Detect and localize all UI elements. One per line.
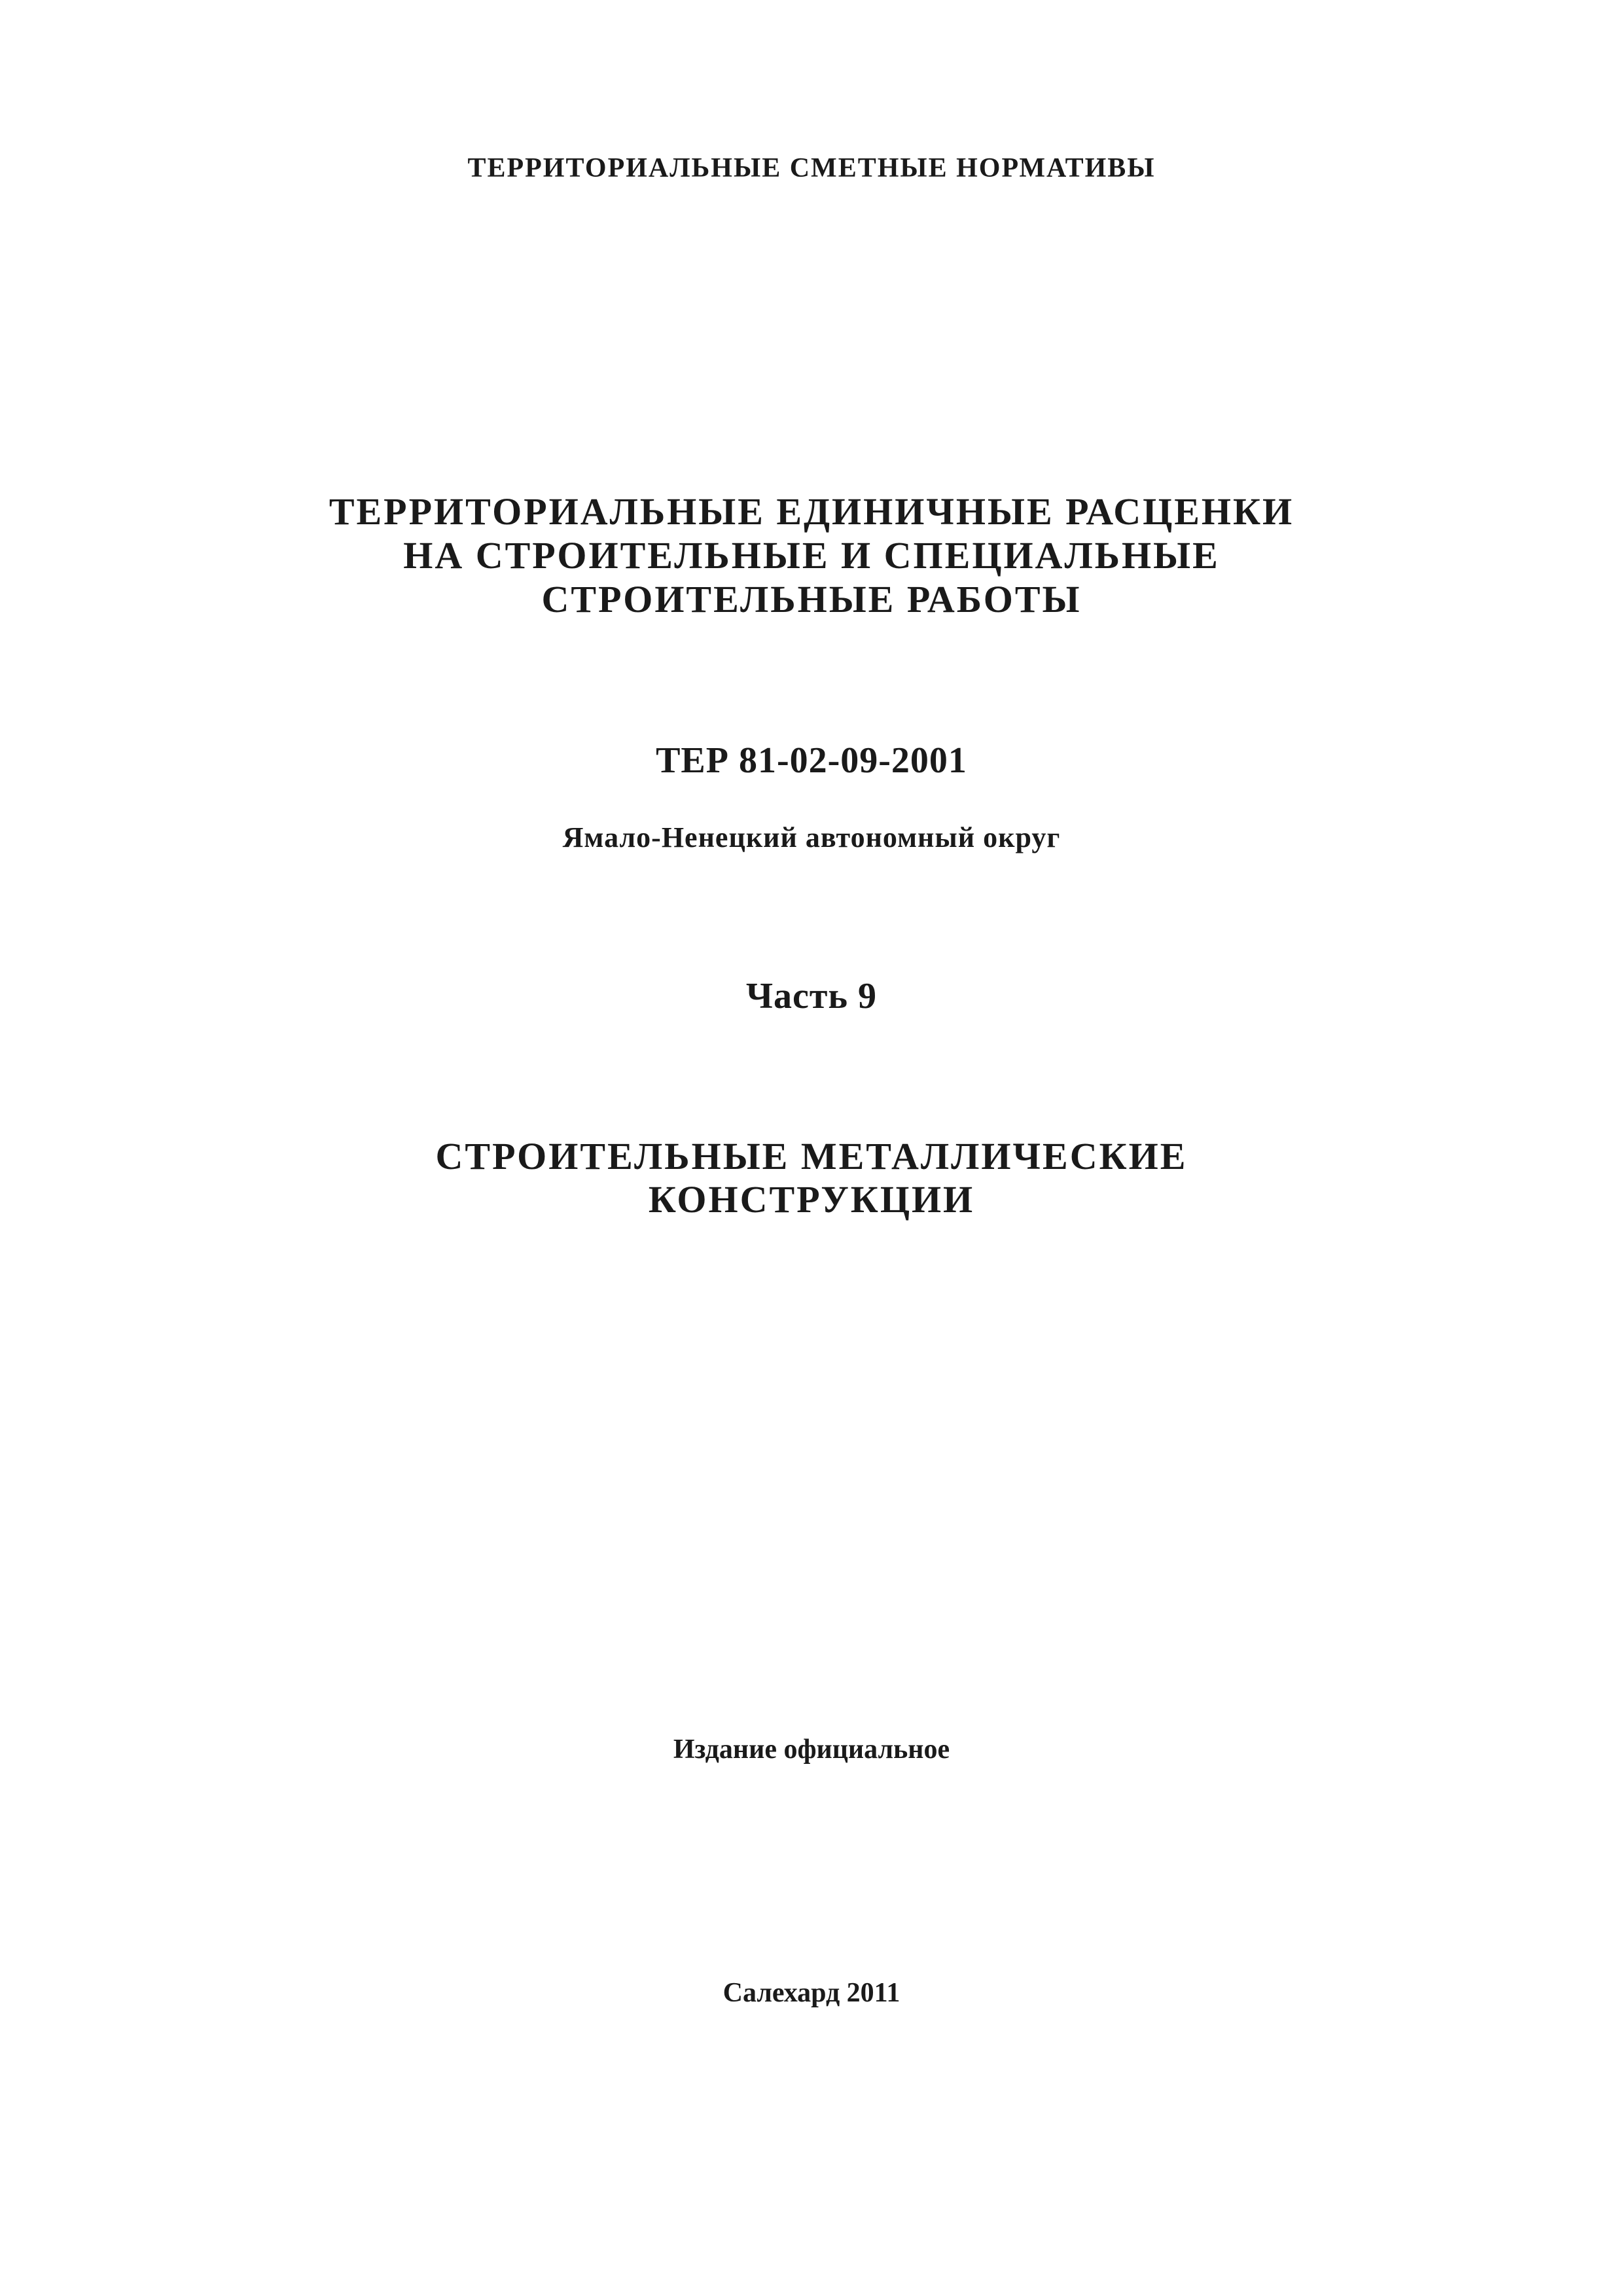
main-title-line-2: НА СТРОИТЕЛЬНЫЕ И СПЕЦИАЛЬНЫЕ bbox=[403, 534, 1220, 577]
part-title-line-1: СТРОИТЕЛЬНЫЕ МЕТАЛЛИЧЕСКИЕ bbox=[435, 1135, 1188, 1177]
edition-note: Издание официальное bbox=[673, 1734, 950, 1765]
region-name: Ямало-Ненецкий автономный округ bbox=[562, 821, 1061, 853]
part-title-line-2: КОНСТРУКЦИИ bbox=[648, 1178, 975, 1221]
main-title bbox=[0, 490, 1623, 621]
main-title-line-3: СТРОИТЕЛЬНЫЕ РАБОТЫ bbox=[541, 578, 1082, 620]
part-number: Часть 9 bbox=[745, 976, 878, 1016]
place-year: Салехард 2011 bbox=[722, 1978, 901, 2008]
main-title-line-1: ТЕРРИТОРИАЛЬНЫЕ ЕДИНИЧНЫЕ РАСЦЕНКИ bbox=[329, 490, 1294, 533]
document-code: ТЕР 81-02-09-2001 bbox=[656, 740, 967, 781]
part-title bbox=[0, 1135, 1623, 1221]
series-title: ТЕРРИТОРИАЛЬНЫЕ СМЕТНЫЕ НОРМАТИВЫ bbox=[467, 153, 1156, 183]
